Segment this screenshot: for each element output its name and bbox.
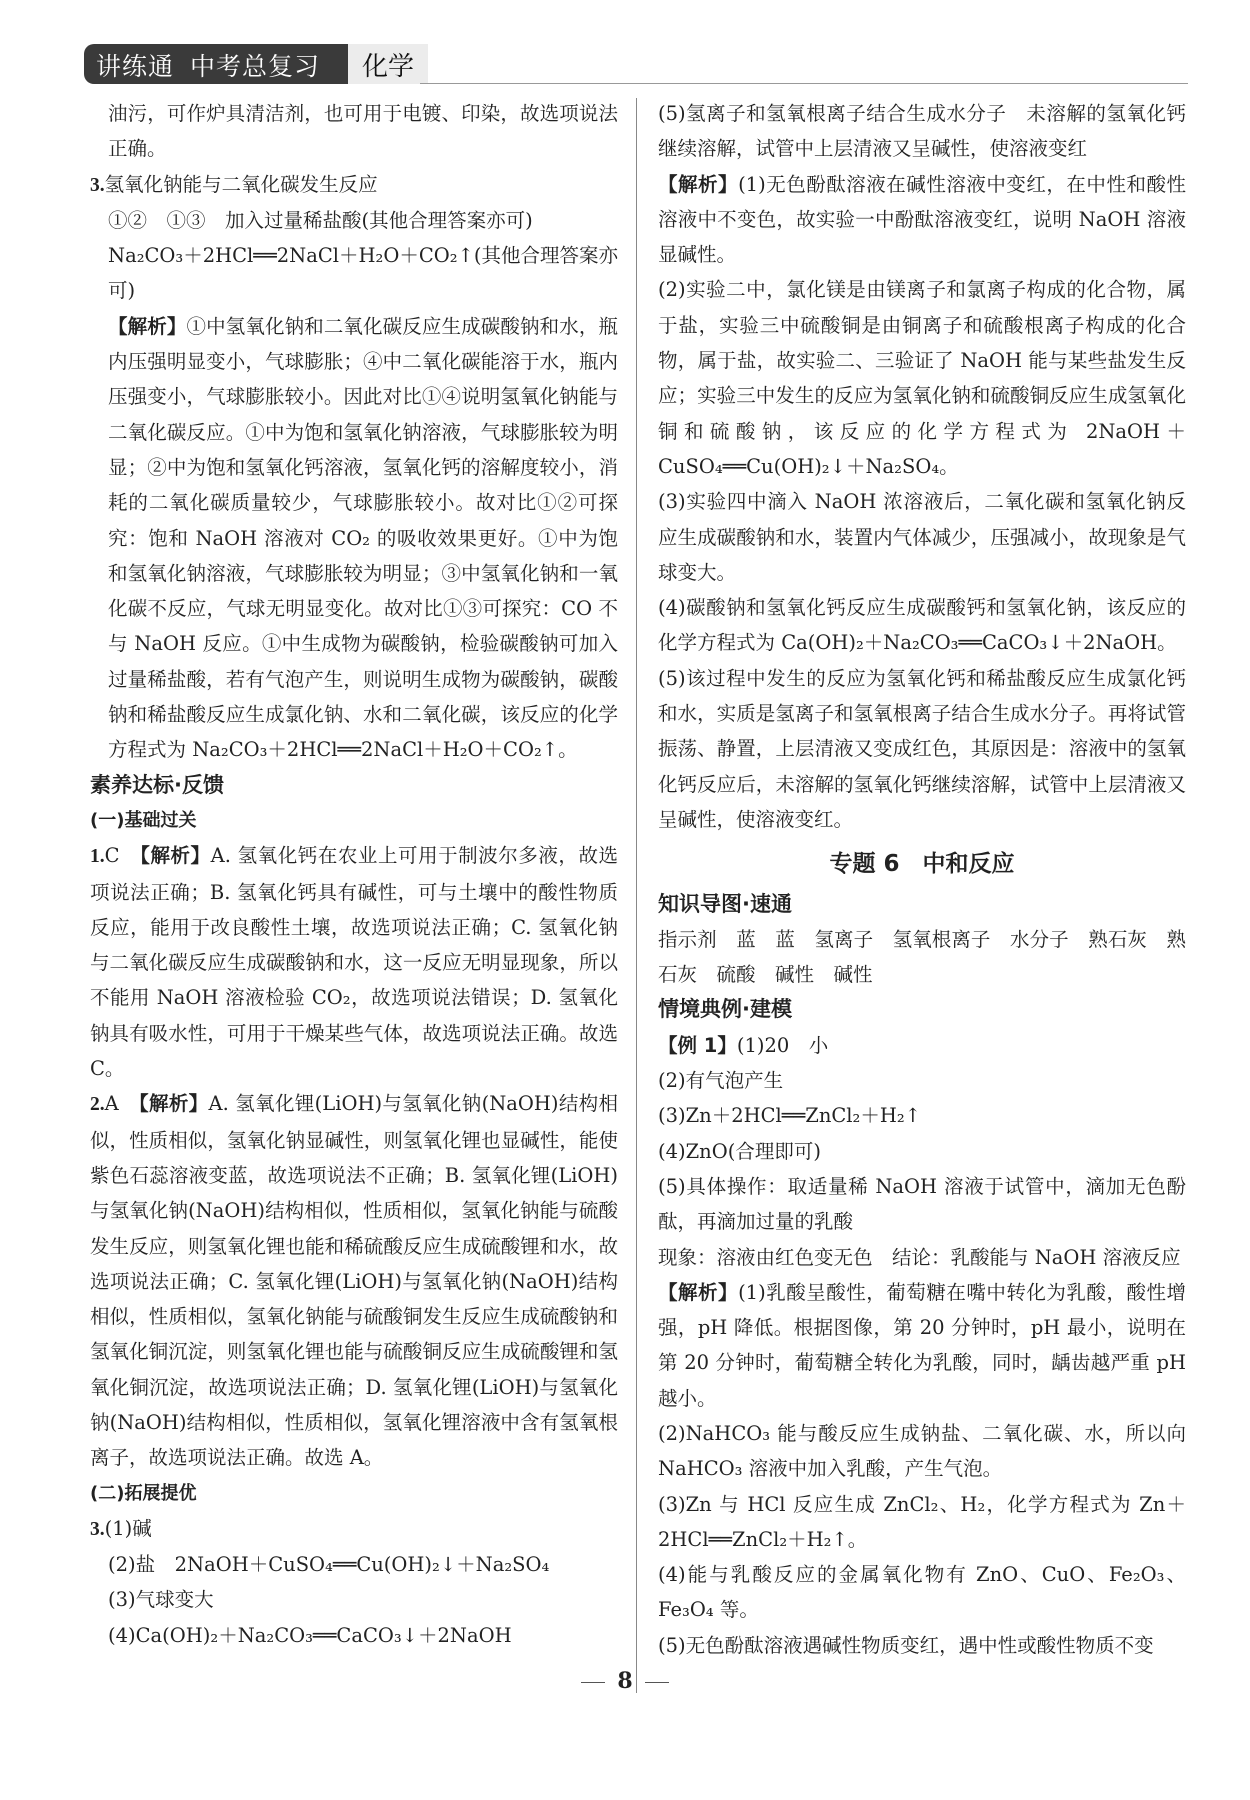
analysis-text: (4)能与乳酸反应的金属氧化物有 ZnO、CuO、Fe₂O₃、Fe₃O₄ 等。 [658,1563,1186,1622]
section-title: 情境典例·建模 [658,997,792,1022]
answer-equation: Na₂CO₃＋2HCl══2NaCl＋H₂O＋CO₂↑(其他合理答案亦可) [108,244,619,303]
answer-line: (4)ZnO(合理即可) [658,1139,821,1163]
answer-choice: C [104,844,120,868]
analysis-text: (3)Zn 与 HCl 反应生成 ZnCl₂、H₂，化学方程式为 Zn＋2HCl══ZnCl₂＋H₂↑。 [658,1492,1186,1551]
dash [645,1682,669,1683]
analysis-text: (5)无色酚酞溶液遇碱性物质变红，遇中性或酸性物质不变 [658,1633,1154,1657]
analysis-text: (1)无色酚酞溶液在碱性溶液中变红，在中性和酸性溶液中不变色，故实验一中酚酞溶液变红，说明 NaOH 溶液显碱性。 [658,172,1186,267]
dash [581,1682,605,1683]
answer-choice: A [104,1092,119,1116]
question-number: 1. [90,846,105,868]
question-2 [90,1086,618,1475]
answer-line: (5)氢离子和氢氧根离子结合生成水分子 未溶解的氢氧化钙继续溶解，试管中上层清液又呈碱性，使溶液变红 [658,102,1186,161]
page-number [0,1668,1250,1694]
header-title: 中考总复习 [190,52,321,81]
answer-text: (1)20 小 [736,1033,829,1057]
question-number: 3. [90,1518,105,1540]
analysis-text: (3)实验四中滴入 NaOH 浓溶液后，二氧化碳和氢氧化钠反应生成碳酸钠和水，装置内气体减少，压强减小，故现象是气球变大。 [658,490,1186,584]
analysis-text: A. 氢氧化锂(LiOH)与氢氧化钠(NaOH)结构相似，性质相似，氢氧化钠显碱性，则氢氧化锂也显碱性，能使紫色石蕊溶液变蓝，故选项说法不正确；B. 氢氧化锂(LiOH)与氢氧化钠(NaOH)结构相似，性质相似，氢氧化钠能与硫酸发生反应，则氢氧化锂也能和稀硫酸反应生成硫酸锂和水，故选项说法正确；C. 氢氧化锂(LiOH)与氢氧化钠(NaOH)结构相似，性质相似，氢氧化钠能与硫酸铜发生反应生成硫酸钠和氢氧化铜沉淀，则氢氧化锂也能与硫酸铜反应生成硫酸锂和氢氧化铜沉淀，故选项说法正确；D. 氢氧化锂(LiOH)与氢氧化钠(NaOH)结构相似，性质相似，氢氧化锂溶液中含有氢氧根离子，故选项说法正确。故选 A。 [90,1092,618,1470]
example-tag: 【例 1】 [658,1033,737,1057]
analysis-text: (1)乳酸呈酸性，葡萄糖在嘴中转化为乳酸，酸性增强，pH 降低。根据图像，第 20 分钟时，pH 最小，说明在第 20 分钟时，葡萄糖全转化为乳酸，同时，龋齿越严重 pH 越小。 [658,1280,1186,1410]
question-number: 3. [90,174,105,196]
answer-line: (5)具体操作：取适量稀 NaOH 溶液于试管中，滴加无色酚酞，再滴加过量的乳酸 [658,1174,1186,1234]
analysis-text: ①中氢氧化钠和二氧化碳反应生成碳酸钠和水，瓶内压强明显变小，气球膨胀；④中二氧化碳能溶于水，瓶内压强变小，气球膨胀较小。因此对比①④说明氢氧化钠能与二氧化碳反应。①中为饱和氢氧化钠溶液，气球膨胀较为明显；②中为饱和氢氧化钙溶液，氢氧化钙的溶解度较小，消耗的二氧化碳质量较少，气球膨胀较小。故对比①②可探究：饱和 NaOH 溶液对 CO₂ 的吸收效果更好。①中为饱和氢氧化钠溶液，气球膨胀较为明显；③中氢氧化钠和一氧化碳不反应，气球无明显变化。故对比①③可探究：CO 不与 NaOH 反应。①中生成物为碳酸钠，检验碳酸钠可加入过量稀盐酸，若有气泡产生，则说明生成物为碳酸钠，碳酸钠和稀盐酸反应生成氯化钠、水和二氧化碳，该反应的化学方程式为 Na₂CO₃＋2HCl══2NaCl＋H₂O＋CO₂↑。 [108,314,618,762]
section-title: 素养达标·反馈 [90,772,224,797]
question-number: 2. [90,1094,105,1116]
analysis-text: A. 氢氧化钙在农业上可用于制波尔多液，故选项说法正确；B. 氢氧化钙具有碱性，可与土壤中的酸性物质反应，能用于改良酸性土壤，故选项说法正确；C. 氢氧化钠与二氧化碳反应生成碳酸钠和水，这一反应无明显现象，所以不能用 NaOH 溶液检验 CO₂，故选项说法错误；D. 氢氧化钠具有吸水性，可用于干燥某些气体，故选项说法正确。故选 C。 [90,844,618,1081]
analysis-text: (4)碳酸钠和氢氧化钙反应生成碳酸钙和氢氧化钠，该反应的化学方程式为 Ca(OH)₂＋Na₂CO₃══CaCO₃↓＋2NaOH。 [658,596,1186,655]
question-3-answer [90,167,618,203]
section-title: 知识导图·速通 [658,891,792,916]
analysis-text: (2)实验二中，氯化镁是由镁离子和氯离子构成的化合物，属于盐，实验三中硫酸铜是由铜离子和硫酸根离子构成的化合物，属于盐，故实验二、三验证了 NaOH 能与某些盐发生反应；实验三中发生的反应为氢氧化钠和硫酸铜反应生成氢氧化铜和硫酸钠，该反应的化学方程式为 2NaOH＋CuSO₄══Cu(OH)₂↓＋Na₂SO₄。 [658,278,1186,478]
column-divider [636,98,637,1693]
paragraph: 油污，可作炉具清洁剂，也可用于电镀、印染，故选项说法正确。 [108,102,618,161]
answer-line: (3)气球变大 [108,1588,214,1612]
left-column [90,96,619,1653]
header-series: 讲练通 [96,52,175,81]
analysis [658,1275,1186,1416]
page-number-text: 8 [617,1668,633,1694]
analysis-text: (2)NaHCO₃ 能与酸反应生成钠盐、二氧化碳、水，所以向 NaHCO₃ 溶液中加入乳酸，产生气泡。 [658,1421,1186,1481]
answer-line: 现象：溶液由红色变无色 结论：乳酸能与 NaOH 溶液反应 [658,1245,1181,1269]
analysis-tag: 【解析】 [658,1280,739,1304]
header-book-title [84,44,348,84]
topic-title: 专题 6 中和反应 [829,851,1015,878]
subsection-title: (一)基础过关 [90,809,197,831]
analysis [658,167,1186,273]
question-3b [90,1511,618,1547]
running-header [84,44,428,84]
answer-line: ①② ①③ 加入过量稀盐酸(其他合理答案亦可) [108,208,533,232]
answer-line: (2)盐 2NaOH＋CuSO₄══Cu(OH)₂↓＋Na₂SO₄ [108,1553,550,1577]
analysis-tag: 【解析】 [140,844,211,868]
analysis [108,309,618,768]
analysis-tag: 【解析】 [658,172,739,196]
subsection-title: (二)拓展提优 [90,1482,197,1504]
answer-text: 氢氧化钠能与二氧化碳发生反应 [104,172,378,196]
analysis-text: (5)该过程中发生的反应为氢氧化钙和稀盐酸反应生成氯化钙和水，实质是氢离子和氢氧根离子结合生成水分子。再将试管振荡、静置，上层清液又变成红色，其原因是：溶液中的氢氧化钙反应后，未溶解的氢氧化钙继续溶解，试管中上层清液又呈碱性，使溶液变红。 [658,666,1186,831]
right-column [658,96,1186,1663]
answer-line: (3)Zn＋2HCl══ZnCl₂＋H₂↑ [658,1104,922,1128]
analysis-tag: 【解析】 [138,1092,209,1116]
analysis-tag: 【解析】 [108,314,187,338]
header-subject: 化学 [348,44,428,84]
example-1 [658,1028,1186,1063]
header-rule [420,83,1188,84]
answer-line: (4)Ca(OH)₂＋Na₂CO₃══CaCO₃↓＋2NaOH [108,1623,512,1647]
answer-line: (2)有气泡产生 [658,1069,784,1093]
answer-text: (1)碱 [104,1516,152,1540]
answer-line: 指示剂 蓝 蓝 氢离子 氢氧根离子 水分子 熟石灰 熟石灰 硫酸 碱性 碱性 [658,927,1186,987]
question-1 [90,838,618,1086]
